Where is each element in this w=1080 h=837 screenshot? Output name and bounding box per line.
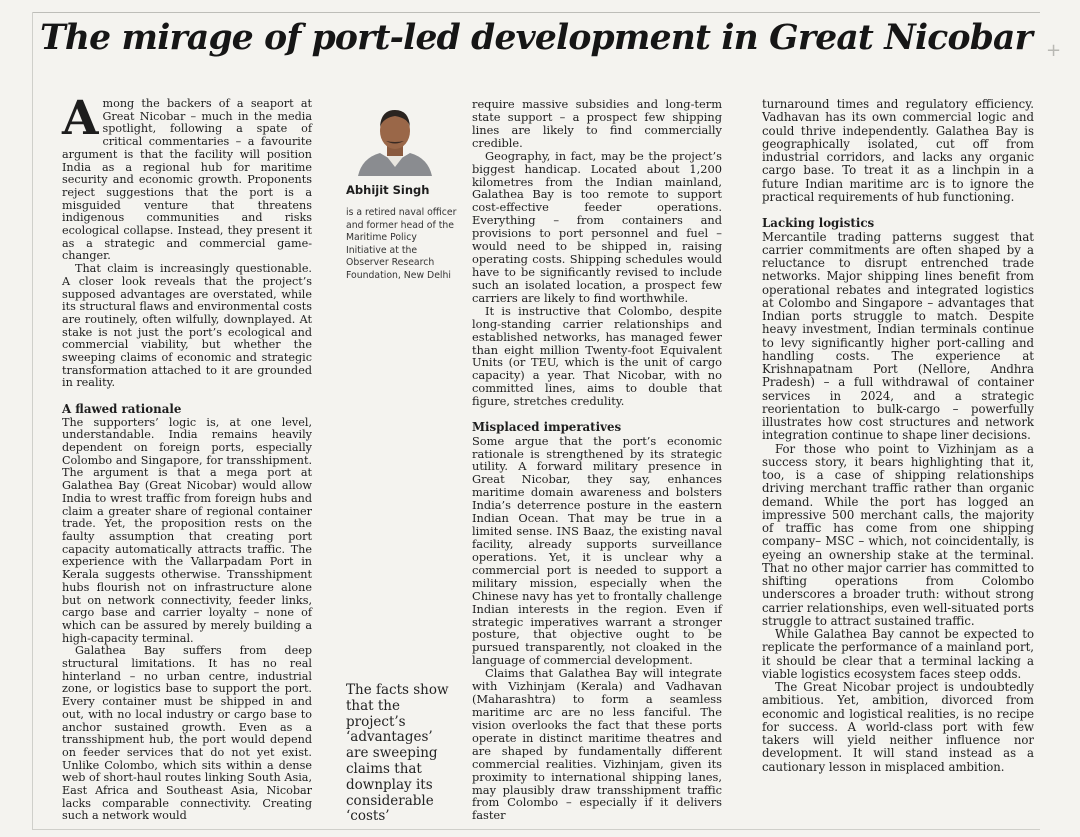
col4-paragraph-5: The Great Nicobar project is undoubtedly ambitious. Yet, ambition, divorced from economic and logistical realities, is no recipe for success. A world-class port with few takers will yield neither influence nor development. It will stand instead as a cautionary lesson in misplaced ambition.	[762, 680, 1034, 774]
headline: The mirage of port-led development in Great Nicobar	[40, 18, 1032, 58]
author-bio: is a retired naval officer and former head of the Maritime Policy Initiative at the Observer Research Foundation, New Delhi	[346, 207, 457, 281]
col4-paragraph-3: For those who point to Vizhinjam as a success story, it bears highlighting that it, too, is a case of shipping relationships driving merchant traffic rather than organic demand. While the port has logged an impressive 500 merchant calls, the majority of traffic has come from one shipping company– MSC – which, not coincidentally, is eyeing an ownership stake at the terminal. That no other major carrier has committed to shifting operations from Colombo underscores a broader truth: without strong carrier relationships, even well-situated ports struggle to attract sustained traffic.	[762, 441, 1034, 628]
col4-paragraph-4: While Galathea Bay cannot be expected to replicate the performance of a mainland port, it should be clear that a terminal lacking a viable logistics ecosystem faces steep odds.	[762, 627, 1034, 681]
intro-p1-text: mong the backers of a seaport at Great Nicobar – much in the media spotlight, following a spate of critical commentaries – a favourite argument is that the facility will position India as a regional hub for maritime security and economic growth. Proponents reject suggestions that the port is a misguided venture that threatens indigenous communities and risks ecological collapse. Instead, they present it as a strategic and commercial game-changer.	[62, 97, 312, 263]
col3-paragraph-1: require massive subsidies and long-term state support – a prospect few shipping lines are likely to find commercially credible.	[472, 97, 722, 150]
section-heading-lacking-logistics: Lacking logistics	[762, 216, 875, 230]
pullquote	[346, 683, 456, 825]
bottom-rule	[32, 829, 1040, 830]
section1-paragraph-1: The supporters’ logic is, at one level, understandable. India remains heavily dependent on foreign ports, especially Colombo and Singapore, for transshipment. The argument is that a mega port at Galathea Bay (Great Nicobar) would allow India to wrest traffic from foreign hubs and claim a greater share of regional container trade. Yet, the proposition rests on the faulty assumption that creating port capacity automatically attracts traffic. The experience with the Vallarpadam Port in Kerala suggests otherwise. Transshipment hubs flourish not on infrastructure alone but on network connectivity, feeder links, cargo base and carrier loyalty – none of which can be assured by merely building a high-capacity terminal.	[62, 415, 312, 645]
col4-paragraph-1: turnaround times and regulatory efficiency. Vadhavan has its own commercial logic and could thrive independently. Galathea Bay is geographically isolated, cut off from industrial corridors, and lacks any organic cargo base. To treat it as a linchpin in a future Indian maritime arc is to ignore the practical requirements of hub functioning.	[762, 97, 1034, 204]
col3-paragraph-5: Claims that Galathea Bay will integrate with Vizhinjam (Kerala) and Vadhavan (Maharashtra) to form a seamless maritime arc are no less fanciful. The vision overlooks the fact that these ports operate in distinct maritime theatres and are shaped by fundamentally different commercial realities. Vizhinjam, given its proximity to international shipping lanes, may plausibly draw transshipment traffic from Colombo – especially if it delivers faster	[472, 666, 722, 823]
author-name: Abhijit Singh	[346, 183, 430, 197]
column-3	[472, 98, 722, 822]
registration-mark-icon: +	[1046, 40, 1062, 61]
dropcap: A	[62, 91, 99, 146]
author-photo	[352, 100, 438, 176]
col4-paragraph-2: Mercantile trading patterns suggest that carrier commitments are often shaped by a reluctance to disrupt entrenched trade networks. Major shipping lines benefit from operational rebates and integrated logistics at Colombo and Singapore – advantages that Indian ports struggle to match. Despite heavy investment, Indian terminals continue to levy significantly higher port-calling and handling costs. The experience at Krishnapatnam Port (Nellore, Andhra Pradesh) – a full withdrawal of container services in 2024, and a strategic reorientation to bulk-cargo – powerfully illustrates how cost structures and network integration continue to shape liner decisions.	[762, 229, 1034, 443]
top-rule	[32, 12, 1040, 13]
column-4	[762, 98, 1034, 774]
section1-paragraph-2: Galathea Bay suffers from deep structural limitations. It has no real hinterland – no urban centre, industrial zone, or logistics base to support the port. Every container must be shipped in and out, with no local industry or cargo base to anchor sustained growth. Even as a transshipment hub, the port would depend on feeder services that do not yet exist. Unlike Colombo, which sits within a dense web of short-haul routes linking South Asia, East Africa and Southeast Asia, Nicobar lacks comparable connectivity. Creating such a network would	[62, 644, 312, 823]
intro-paragraph-2: That claim is increasingly questionable. A closer look reveals that the project’s supposed advantages are overstated, while its structural flaws and environmental costs are routinely, often wilfully, downplayed. At stake is not just the port’s ecological and commercial viability, but whether the sweeping claims of economic and strategic transformation attached to it are grounded in reality.	[62, 262, 312, 390]
column-1	[62, 91, 312, 823]
section-heading-flawed-rationale: A flawed rationale	[62, 402, 182, 417]
col3-paragraph-2: Geography, in fact, may be the project’s biggest handicap. Located about 1,200 kilometres from the Indian mainland, Galathea Bay is too remote to support cost-effective feeder operations. Everything – from containers and provisions to port personnel and fuel – would need to be shipped in, raising operating costs. Shipping schedules would have to be significantly revised to include such an isolated location, a prospect few carriers are likely to find worthwhile.	[472, 148, 722, 305]
col3-paragraph-3: It is instructive that Colombo, despite long-standing carrier relationships and established networks, has managed fewer than eight million Twenty-foot Equivalent Units (or TEU, which is the unit of cargo capacity) a year. That Nicobar, with no committed lines, aims to double that figure, stretches credulity.	[472, 303, 722, 409]
pullquote-text: The facts show that the project’s ‘advantages’ are sweeping claims that downplay its considerable ‘costs’	[346, 682, 449, 825]
intro-paragraph-1	[62, 91, 312, 263]
section-heading-misplaced-imperatives: Misplaced imperatives	[472, 420, 622, 435]
left-rule	[32, 12, 33, 830]
col3-paragraph-4: Some argue that the port’s economic rationale is strengthened by its strategic utility. A forward military presence in Great Nicobar, they say, enhances maritime domain awareness and bolsters India’s deterrence posture in the eastern Indian Ocean. That may be true in a limited sense. INS Baaz, the existing naval facility, already supports surveillance operations. Yet, it is unclear why a commercial port is needed to support a military mission, especially when the Chinese navy has yet to frontally challenge Indian interests in the region. Even if strategic imperatives warrant a stronger posture, that objective ought to be pursued transparently, not cloaked in the language of commercial development.	[472, 433, 722, 668]
